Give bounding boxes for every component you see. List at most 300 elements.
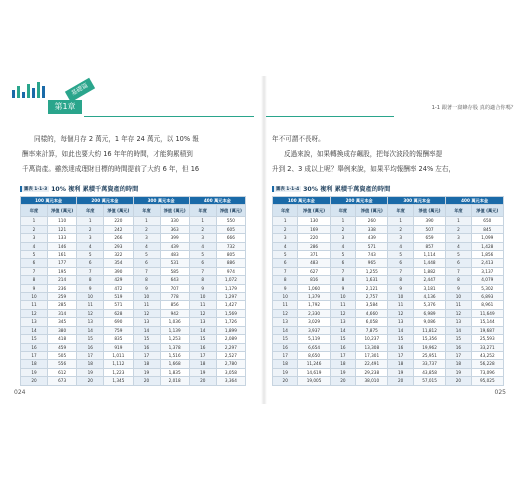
- value-cell: 266: [104, 234, 133, 242]
- year-cell: 15: [189, 335, 216, 343]
- year-cell: 16: [133, 343, 160, 351]
- value-cell: 1,072: [216, 276, 245, 284]
- value-cell: 390: [104, 267, 133, 275]
- value-cell: 550: [216, 217, 245, 225]
- value-cell: 169: [298, 225, 330, 233]
- value-cell: 10,237: [356, 335, 388, 343]
- value-cell: 95,025: [471, 377, 503, 385]
- year-cell: 11: [133, 301, 160, 309]
- value-cell: 3,181: [413, 284, 445, 292]
- value-cell: 293: [104, 242, 133, 250]
- value-cell: 33,737: [413, 360, 445, 368]
- value-cell: 1,139: [160, 326, 189, 334]
- table-row: [273, 251, 504, 259]
- value-cell: 1,379: [298, 293, 330, 301]
- value-cell: 1,011: [104, 351, 133, 359]
- paragraph-line: 酬率來計算，如此也要大約 16 年年的時間，才能夠累積到: [22, 150, 193, 158]
- table-row: [273, 234, 504, 242]
- year-cell: 14: [330, 326, 355, 334]
- table-row: [273, 301, 504, 309]
- year-cell: 18: [388, 360, 413, 368]
- value-cell: 380: [48, 326, 77, 334]
- value-header: 淨值 (萬元): [160, 205, 189, 217]
- year-cell: 5: [21, 251, 48, 259]
- table-row: [21, 225, 246, 233]
- value-cell: 363: [160, 225, 189, 233]
- chapter-flag: 基礎篇: [65, 78, 95, 102]
- year-cell: 5: [330, 251, 355, 259]
- year-cell: 3: [273, 234, 298, 242]
- year-cell: 7: [21, 267, 48, 275]
- value-cell: 1,856: [471, 251, 503, 259]
- table-title-text: 10% 複利 累積千萬資產的時間: [51, 186, 139, 193]
- value-cell: 627: [298, 267, 330, 275]
- year-cell: 9: [273, 284, 298, 292]
- year-cell: 2: [133, 225, 160, 233]
- value-cell: 2,447: [413, 276, 445, 284]
- table-row: [273, 368, 504, 376]
- value-header: 淨值 (萬元): [413, 205, 445, 217]
- value-cell: 4,660: [356, 309, 388, 317]
- year-header: 年度: [330, 205, 355, 217]
- value-cell: 835: [104, 335, 133, 343]
- year-cell: 6: [133, 259, 160, 267]
- value-cell: 33,271: [471, 343, 503, 351]
- year-cell: 16: [330, 343, 355, 351]
- value-cell: 3,137: [471, 267, 503, 275]
- year-cell: 2: [330, 225, 355, 233]
- value-cell: 1,792: [298, 301, 330, 309]
- value-cell: 659: [413, 234, 445, 242]
- paragraph-line: 千萬資產。雖然達成理財目標的時間提前了大約 6 年，但 16: [22, 165, 200, 173]
- year-cell: 14: [133, 326, 160, 334]
- year-cell: 16: [77, 343, 104, 351]
- value-cell: 330: [160, 217, 189, 225]
- year-cell: 20: [446, 377, 471, 385]
- year-cell: 7: [388, 267, 413, 275]
- value-cell: 29,238: [356, 368, 388, 376]
- table-row: [273, 293, 504, 301]
- year-cell: 16: [273, 343, 298, 351]
- value-cell: 14,619: [298, 368, 330, 376]
- table-row: [21, 335, 246, 343]
- table-row: [21, 259, 246, 267]
- year-header: 年度: [273, 205, 298, 217]
- value-cell: 3,058: [216, 368, 245, 376]
- table-row: [21, 301, 246, 309]
- value-cell: 345: [48, 318, 77, 326]
- value-cell: 43,252: [471, 351, 503, 359]
- year-cell: 15: [330, 335, 355, 343]
- value-cell: 816: [298, 276, 330, 284]
- value-cell: 19,687: [471, 326, 503, 334]
- year-cell: 8: [77, 276, 104, 284]
- year-cell: 16: [21, 343, 48, 351]
- year-cell: 1: [446, 217, 471, 225]
- year-cell: 11: [273, 301, 298, 309]
- year-cell: 5: [189, 251, 216, 259]
- value-cell: 25,951: [413, 351, 445, 359]
- value-cell: 2,089: [216, 335, 245, 343]
- year-cell: 8: [21, 276, 48, 284]
- year-cell: 20: [133, 377, 160, 385]
- value-cell: 4,136: [413, 293, 445, 301]
- year-cell: 18: [77, 360, 104, 368]
- table-row: [273, 267, 504, 275]
- year-cell: 19: [133, 368, 160, 376]
- year-cell: 16: [189, 343, 216, 351]
- year-cell: 4: [388, 242, 413, 250]
- year-cell: 1: [21, 217, 48, 225]
- year-cell: 8: [133, 276, 160, 284]
- year-cell: 7: [189, 267, 216, 275]
- year-cell: 11: [330, 301, 355, 309]
- year-cell: 12: [189, 309, 216, 317]
- year-cell: 17: [21, 351, 48, 359]
- value-cell: 3,364: [216, 377, 245, 385]
- paragraph-line: 同樣的，每個月存 2 萬元，1 年存 24 萬元，以 10% 報: [34, 135, 199, 143]
- year-cell: 11: [189, 301, 216, 309]
- year-cell: 9: [189, 284, 216, 292]
- value-cell: 6,654: [298, 343, 330, 351]
- value-cell: 1,345: [104, 377, 133, 385]
- value-cell: 919: [104, 343, 133, 351]
- table-group-header: [273, 197, 504, 205]
- year-cell: 20: [273, 377, 298, 385]
- page-number-left: 024: [14, 389, 26, 396]
- value-header: 淨值 (萬元): [104, 205, 133, 217]
- value-cell: 483: [298, 259, 330, 267]
- value-cell: 1,569: [216, 309, 245, 317]
- table-row: [273, 242, 504, 250]
- value-cell: 236: [48, 284, 77, 292]
- year-cell: 14: [21, 326, 48, 334]
- table-row: [21, 377, 246, 385]
- table-row: [21, 242, 246, 250]
- group-header: 100 萬元本金: [273, 197, 331, 205]
- value-cell: 15,144: [471, 318, 503, 326]
- value-cell: 1,668: [160, 360, 189, 368]
- value-cell: 260: [356, 217, 388, 225]
- value-cell: 146: [48, 242, 77, 250]
- value-cell: 338: [356, 225, 388, 233]
- table-row: [273, 217, 504, 225]
- year-cell: 7: [330, 267, 355, 275]
- value-cell: 666: [216, 234, 245, 242]
- year-cell: 7: [273, 267, 298, 275]
- table-row: [21, 293, 246, 301]
- value-cell: 259: [48, 293, 77, 301]
- value-cell: 8,961: [471, 301, 503, 309]
- left-page: [4, 76, 254, 404]
- value-cell: 965: [356, 259, 388, 267]
- year-cell: 5: [446, 251, 471, 259]
- year-cell: 20: [21, 377, 48, 385]
- table-row: [21, 360, 246, 368]
- value-cell: 759: [104, 326, 133, 334]
- value-cell: 4,079: [471, 276, 503, 284]
- right-page: [266, 76, 516, 404]
- year-cell: 1: [388, 217, 413, 225]
- year-cell: 1: [189, 217, 216, 225]
- value-cell: 220: [298, 234, 330, 242]
- year-cell: 5: [388, 251, 413, 259]
- value-cell: 214: [48, 276, 77, 284]
- year-header: 年度: [189, 205, 216, 217]
- value-cell: 459: [48, 343, 77, 351]
- year-cell: 18: [21, 360, 48, 368]
- value-cell: 161: [48, 251, 77, 259]
- year-cell: 13: [388, 318, 413, 326]
- year-cell: 11: [388, 301, 413, 309]
- year-cell: 4: [273, 242, 298, 250]
- year-cell: 11: [21, 301, 48, 309]
- table-row: [273, 225, 504, 233]
- value-cell: 439: [356, 234, 388, 242]
- group-header: 300 萬元本金: [133, 197, 189, 205]
- paragraph-line: 反過來說，如果轉換成存飆股，把每次波段的報酬率提: [284, 150, 443, 158]
- table-row: [273, 326, 504, 334]
- value-cell: 19,962: [413, 343, 445, 351]
- year-cell: 8: [189, 276, 216, 284]
- year-cell: 13: [77, 318, 104, 326]
- table-tag: 圖表 1-1-4: [272, 186, 301, 192]
- value-cell: 399: [160, 234, 189, 242]
- value-cell: 2,121: [356, 284, 388, 292]
- value-cell: 1,428: [471, 242, 503, 250]
- value-cell: 690: [104, 318, 133, 326]
- year-cell: 4: [446, 242, 471, 250]
- year-cell: 9: [133, 284, 160, 292]
- value-cell: 856: [160, 301, 189, 309]
- value-cell: 1,036: [160, 318, 189, 326]
- table-row: [273, 335, 504, 343]
- value-cell: 650: [471, 217, 503, 225]
- value-header: 淨值 (萬元): [216, 205, 245, 217]
- chapter-header: [12, 76, 92, 116]
- table-row: [273, 318, 504, 326]
- value-cell: 974: [216, 267, 245, 275]
- year-header: 年度: [446, 205, 471, 217]
- value-cell: 1,297: [216, 293, 245, 301]
- year-cell: 13: [273, 318, 298, 326]
- year-cell: 19: [330, 368, 355, 376]
- year-cell: 13: [133, 318, 160, 326]
- year-cell: 8: [446, 276, 471, 284]
- table-title-10: [20, 184, 138, 193]
- value-cell: 429: [104, 276, 133, 284]
- body-paragraph-left: [22, 132, 248, 177]
- value-cell: 5,376: [413, 301, 445, 309]
- value-cell: 25,593: [471, 335, 503, 343]
- year-cell: 13: [446, 318, 471, 326]
- paragraph-line: 升到 2、3 成以上呢？舉例來說，如果平均報酬率 24% 左右，: [272, 165, 456, 173]
- table-row: [273, 309, 504, 317]
- year-cell: 17: [133, 351, 160, 359]
- group-header: 300 萬元本金: [388, 197, 446, 205]
- year-cell: 4: [330, 242, 355, 250]
- value-cell: 556: [48, 360, 77, 368]
- year-cell: 14: [446, 326, 471, 334]
- year-cell: 10: [21, 293, 48, 301]
- year-cell: 6: [189, 259, 216, 267]
- table-row: [21, 343, 246, 351]
- year-cell: 7: [446, 267, 471, 275]
- year-cell: 9: [77, 284, 104, 292]
- value-cell: 743: [356, 251, 388, 259]
- value-cell: 1,427: [216, 301, 245, 309]
- value-cell: 942: [160, 309, 189, 317]
- year-cell: 13: [21, 318, 48, 326]
- value-cell: 1,378: [160, 343, 189, 351]
- table-row: [21, 368, 246, 376]
- year-cell: 8: [330, 276, 355, 284]
- year-cell: 19: [77, 368, 104, 376]
- compound-table-30: [272, 196, 504, 386]
- year-cell: 15: [77, 335, 104, 343]
- year-cell: 9: [21, 284, 48, 292]
- value-cell: 585: [160, 267, 189, 275]
- value-cell: 845: [471, 225, 503, 233]
- year-cell: 10: [77, 293, 104, 301]
- value-cell: 2,018: [160, 377, 189, 385]
- value-cell: 643: [160, 276, 189, 284]
- value-cell: 11,812: [413, 326, 445, 334]
- year-cell: 10: [273, 293, 298, 301]
- year-cell: 19: [273, 368, 298, 376]
- year-cell: 1: [330, 217, 355, 225]
- table-row: [273, 259, 504, 267]
- value-header: 淨值 (萬元): [48, 205, 77, 217]
- year-cell: 17: [330, 351, 355, 359]
- year-cell: 12: [273, 309, 298, 317]
- value-cell: 7,875: [356, 326, 388, 334]
- year-cell: 3: [388, 234, 413, 242]
- table-sub-header: [21, 205, 246, 217]
- value-cell: 1,060: [298, 284, 330, 292]
- year-cell: 8: [273, 276, 298, 284]
- year-cell: 18: [330, 360, 355, 368]
- group-header: 400 萬元本金: [446, 197, 504, 205]
- value-cell: 220: [104, 217, 133, 225]
- table-title-30: [272, 184, 390, 193]
- year-cell: 10: [330, 293, 355, 301]
- value-cell: 1,255: [356, 267, 388, 275]
- value-cell: 73,096: [471, 368, 503, 376]
- value-cell: 9,086: [413, 318, 445, 326]
- year-cell: 14: [189, 326, 216, 334]
- year-cell: 12: [388, 309, 413, 317]
- value-cell: 1,179: [216, 284, 245, 292]
- value-cell: 13,308: [356, 343, 388, 351]
- year-cell: 17: [388, 351, 413, 359]
- value-header: 淨值 (萬元): [298, 205, 330, 217]
- value-cell: 130: [298, 217, 330, 225]
- year-cell: 18: [446, 360, 471, 368]
- value-cell: 121: [48, 225, 77, 233]
- value-cell: 439: [160, 242, 189, 250]
- year-cell: 18: [273, 360, 298, 368]
- year-cell: 6: [77, 259, 104, 267]
- value-cell: 19,005: [298, 377, 330, 385]
- value-cell: 177: [48, 259, 77, 267]
- table-row: [21, 217, 246, 225]
- year-cell: 2: [273, 225, 298, 233]
- table-row: [21, 276, 246, 284]
- table-row: [273, 360, 504, 368]
- value-cell: 5,119: [298, 335, 330, 343]
- year-cell: 4: [21, 242, 48, 250]
- value-cell: 2,527: [216, 351, 245, 359]
- table-group-header: [21, 197, 246, 205]
- table-row: [273, 377, 504, 385]
- table-row: [21, 318, 246, 326]
- value-cell: 1,448: [413, 259, 445, 267]
- year-cell: 15: [446, 335, 471, 343]
- value-cell: 1,112: [104, 360, 133, 368]
- year-cell: 7: [77, 267, 104, 275]
- year-cell: 12: [21, 309, 48, 317]
- year-cell: 10: [446, 293, 471, 301]
- year-cell: 16: [388, 343, 413, 351]
- year-header: 年度: [388, 205, 413, 217]
- year-cell: 4: [133, 242, 160, 250]
- year-cell: 2: [388, 225, 413, 233]
- table-row: [21, 326, 246, 334]
- value-cell: 2,297: [216, 343, 245, 351]
- page-number-right: 025: [494, 389, 506, 396]
- header-rule: [84, 116, 254, 117]
- value-cell: 56,228: [471, 360, 503, 368]
- table-tag: 圖表 1-1-3: [20, 186, 49, 192]
- chapter-label: 第1章: [48, 100, 82, 114]
- year-cell: 15: [388, 335, 413, 343]
- table-row: [21, 351, 246, 359]
- table-sub-header: [273, 205, 504, 217]
- year-cell: 17: [446, 351, 471, 359]
- year-cell: 3: [189, 234, 216, 242]
- year-cell: 18: [189, 360, 216, 368]
- year-cell: 18: [133, 360, 160, 368]
- value-cell: 1,899: [216, 326, 245, 334]
- value-cell: 133: [48, 234, 77, 242]
- year-cell: 19: [189, 368, 216, 376]
- value-cell: 778: [160, 293, 189, 301]
- running-head: 1-1 跟著一窩蜂存股 真的適合你嗎？: [431, 105, 516, 111]
- year-cell: 3: [330, 234, 355, 242]
- value-cell: 354: [104, 259, 133, 267]
- table-row: [273, 351, 504, 359]
- year-cell: 19: [388, 368, 413, 376]
- value-header: 淨值 (萬元): [356, 205, 388, 217]
- compound-table-10: [20, 196, 246, 386]
- value-cell: 519: [104, 293, 133, 301]
- year-cell: 14: [388, 326, 413, 334]
- year-cell: 13: [330, 318, 355, 326]
- value-cell: 2,780: [216, 360, 245, 368]
- table-title-text: 30% 複利 累積千萬資產的時間: [303, 186, 391, 193]
- table-row: [21, 267, 246, 275]
- year-cell: 13: [189, 318, 216, 326]
- year-cell: 5: [273, 251, 298, 259]
- group-header: 200 萬元本金: [77, 197, 133, 205]
- value-cell: 371: [298, 251, 330, 259]
- year-cell: 20: [330, 377, 355, 385]
- year-cell: 15: [21, 335, 48, 343]
- year-cell: 12: [77, 309, 104, 317]
- year-cell: 3: [133, 234, 160, 242]
- year-cell: 19: [21, 368, 48, 376]
